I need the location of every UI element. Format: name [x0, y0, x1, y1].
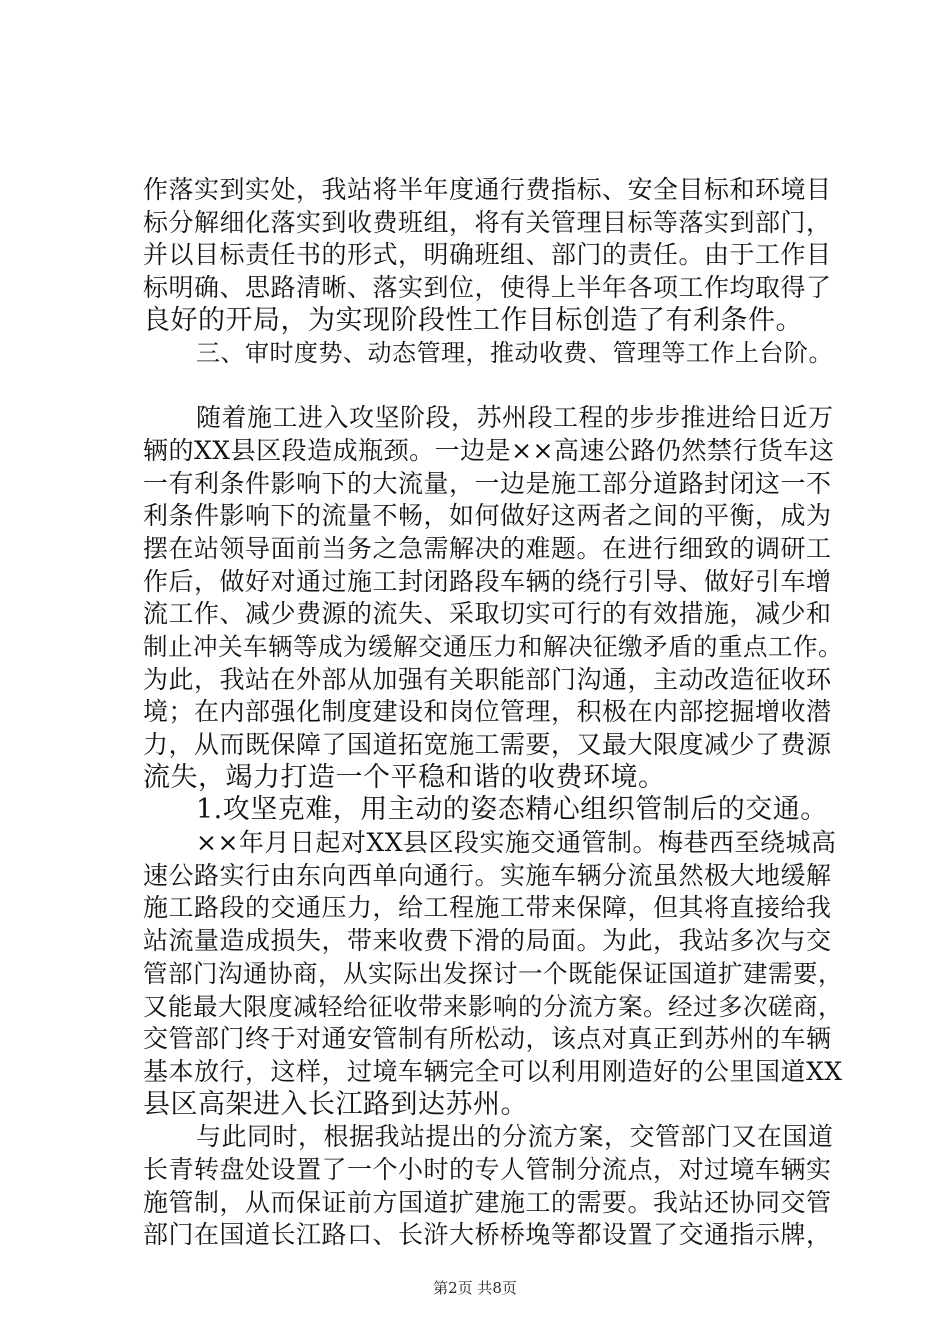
paragraph-gap — [143, 370, 843, 402]
text-line: 施管制，从而保证前方国道扩建施工的需要。我站还协同交管 — [143, 1187, 832, 1217]
text-line: 长青转盘处设置了一个小时的专人管制分流点，对过境车辆实 — [143, 1154, 832, 1184]
text-line: 制止冲关车辆等成为缓解交通压力和解决征缴矛盾的重点工作。 — [143, 631, 843, 661]
text-line: 境；在内部强化制度建设和岗位管理，积极在内部挖掘增收潜 — [143, 697, 832, 727]
text-line: 并以目标责任书的形式，明确班组、部门的责任。由于工作目 — [143, 240, 832, 270]
text-line: 作落实到实处，我站将半年度通行费指标、安全目标和环境目 — [143, 175, 832, 204]
text-line: 县区高架进入长江路到达苏州。 — [143, 1088, 528, 1120]
text-line: 流失，竭力打造一个平稳和谐的收费环境。 — [143, 761, 666, 793]
text-line: 标分解细化落实到收费班组，将有关管理目标等落实到部门， — [143, 207, 832, 237]
page-footer: 第2页 共8页 — [433, 1279, 517, 1297]
text-line: 流工作、减少费源的流失、采取切实可行的有效措施，减少和 — [143, 599, 832, 629]
section-heading: 三、审时度势、动态管理，推动收费、管理等工作上台阶。 — [196, 339, 833, 368]
text-line: 站流量造成损失，带来收费下滑的局面。为此，我站多次与交 — [143, 926, 832, 956]
document-body — [143, 174, 843, 1252]
text-line: 又能最大限度减轻给征收带来影响的分流方案。经过多次磋商， — [143, 991, 843, 1021]
text-line: 部门在国道长江路口、长浒大桥桥堍等都设置了交通指示牌， — [143, 1220, 832, 1250]
text-line: 一有利条件影响下的大流量，一边是施工部分道路封闭这一不 — [143, 468, 832, 498]
text-line: 力，从而既保障了国道拓宽施工需要，又最大限度减少了费源 — [143, 730, 832, 759]
text-line: 交管部门终于对通安管制有所松动，该点对真正到苏州的车辆 — [143, 1024, 832, 1054]
text-line: 标明确、思路清晰、落实到位，使得上半年各项工作均取得了 — [143, 273, 832, 303]
text-line: 为此，我站在外部从加强有关职能部门沟通，主动改造征收环 — [143, 664, 832, 694]
text-line: ××年月日起对XX县区段实施交通管制。梅巷西至绕城高 — [196, 828, 837, 858]
text-line: 与此同时，根据我站提出的分流方案，交管部门又在国道 — [196, 1122, 834, 1152]
subsection-heading: 1.攻坚克难，用主动的姿态精心组织管制后的交通。 — [196, 794, 828, 826]
text-line: 作后，做好对通过施工封闭路段车辆的绕行引导、做好引车增 — [143, 566, 832, 596]
text-line: 良好的开局，为实现阶段性工作目标创造了有利条件。 — [143, 304, 803, 336]
text-line: 基本放行，这样，过境车辆完全可以利用刚造好的公里国道XX — [143, 1056, 843, 1086]
text-line: 辆的XX县区段造成瓶颈。一边是××高速公路仍然禁行货车这 — [143, 435, 835, 465]
text-line: 利条件影响下的流量不畅，如何做好这两者之间的平衡，成为 — [143, 501, 832, 531]
text-line: 速公路实行由东向西单向通行。实施车辆分流虽然极大地缓解 — [143, 860, 832, 890]
text-line: 随着施工进入攻坚阶段，苏州段工程的步步推进给日近万 — [196, 403, 834, 433]
text-line: 管部门沟通协商，从实际出发探讨一个既能保证国道扩建需要， — [143, 958, 843, 988]
text-line: 摆在站领导面前当务之急需解决的难题。在进行细致的调研工 — [143, 533, 832, 563]
text-line: 施工路段的交通压力，给工程施工带来保障，但其将直接给我 — [143, 893, 832, 923]
